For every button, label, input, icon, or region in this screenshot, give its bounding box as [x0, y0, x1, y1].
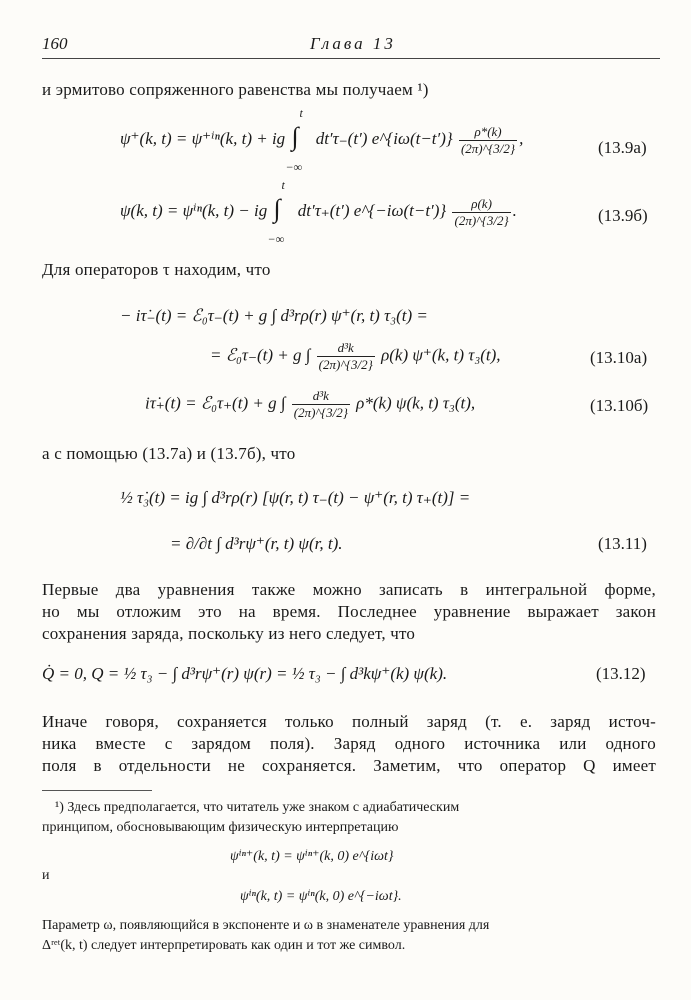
footnote-line-4: Δʳᵉᵗ(k, t) следует интерпретировать как один и тот же символ.	[42, 938, 406, 953]
chapter-title: Глава 13	[310, 34, 396, 53]
footnote-rule	[42, 790, 152, 791]
eq-10b-fraction	[292, 388, 350, 421]
paragraph-2-line-3: сохранения заряда, поскольку из него следует, что	[42, 624, 416, 643]
numerator: ρ*(k)	[459, 124, 517, 141]
equation-13-12: Q̇ = 0, Q = ½ τ₃ − ∫ d³rψ⁺(r) ψ(r) = ½ τ₃ − ∫ d³kψ⁺(k) ψ(k).	[42, 664, 448, 683]
eq-9b-lhs: ψ(k, t) = ψⁱⁿ(k, t) − ig	[120, 200, 268, 220]
page-number: 160	[42, 34, 68, 53]
eq-9a-body: dt′τ₋(t′) e^{iω(t−t′)}	[315, 128, 453, 148]
eq-tag-13-9a: (13.9а)	[598, 138, 647, 157]
denominator: (2π)^{3/2}	[293, 405, 348, 420]
eq-9a-lhs: ψ⁺(k, t) = ψ⁺ⁱⁿ(k, t) + ig	[120, 128, 286, 148]
numerator: d³k	[317, 340, 375, 357]
eq-tag-13-12: (13.12)	[596, 664, 646, 683]
eq-9b-fraction	[452, 196, 510, 229]
eq-9a-fraction	[459, 124, 517, 157]
eq-tag-13-10b: (13.10б)	[590, 396, 649, 415]
footnote-line-3: Параметр ω, появляющийся в экспоненте и ω в знаменателе уравнения для	[42, 918, 490, 933]
intro-line: и эрмитово сопряженного равенства мы получаем ¹)	[42, 80, 429, 99]
integral-sign: t ∫ −∞	[285, 106, 303, 174]
footnote-line-1: ¹) Здесь предполагается, что читатель уже знаком с адиабатическим	[55, 800, 460, 815]
footnote-line-2: принципом, обосновывающим физическую интерпретацию	[42, 820, 399, 835]
paragraph-3-line-3: поля в отдельности не сохраняется. Заметим, что оператор Q имеет	[42, 756, 656, 775]
lower-limit: −∞	[285, 160, 303, 174]
paragraph-2-line-2: но мы отложим это на время. Последнее уравнение выражает закон	[42, 602, 656, 621]
footnote-equation-1: ψⁱⁿ⁺(k, t) = ψⁱⁿ⁺(k, 0) e^{iωt}	[230, 849, 394, 864]
eq-tag-13-10a: (13.10а)	[590, 348, 648, 367]
denominator: (2π)^{3/2}	[460, 140, 516, 156]
eq-tag-13-9b: (13.9б)	[598, 206, 648, 225]
equation-13-9a: ψ⁺(k, t) = ψ⁺ⁱⁿ(k, t) + ig t ∫ −∞ dt′τ₋(t′) e^{iω(t−t′)} $\frac{\rho*(k)}{(2\pi)\^{}\{3/2\}}$ ,	[120, 106, 524, 174]
with-help-line: а с помощью (13.7а) и (13.7б), что	[42, 444, 296, 463]
header-rule	[42, 58, 660, 59]
eq-9b-body: dt′τ₊(t′) e^{−iω(t−t′)}	[297, 200, 447, 220]
eq-10a-pre: = ℰ₀τ₋(t) + g ∫	[210, 345, 311, 365]
numerator: d³k	[292, 388, 350, 405]
equation-13-9b: ψ(k, t) = ψⁱⁿ(k, t) − ig t ∫ −∞ dt′τ₊(t′) e^{−iω(t−t′)} $\frac{\rho(k)}{(2\pi)\^{}\{3/2\}}$ .	[120, 178, 517, 246]
paragraph-3-line-2: ника вместе с зарядом поля). Заряд одного источника или одного	[42, 734, 656, 753]
eq-10b-pre: iτ̇₊(t) = ℰ₀τ₊(t) + g ∫	[145, 393, 286, 413]
equation-13-10a-line2	[210, 340, 501, 373]
equation-13-10b	[145, 388, 475, 421]
integral-sign: t ∫ −∞	[267, 178, 285, 246]
footnote-equation-2: ψⁱⁿ(k, t) = ψⁱⁿ(k, 0) e^{−iωt}.	[240, 889, 402, 904]
equation-13-10a-line1: − iτ̇₋(t) = ℰ₀τ₋(t) + g ∫ d³rρ(r) ψ⁺(r, t) τ₃(t) =	[120, 306, 428, 325]
eq-tag-13-11: (13.11)	[598, 534, 647, 553]
operators-line: Для операторов τ находим, что	[42, 260, 271, 279]
equation-13-11-line2: = ∂/∂t ∫ d³rψ⁺(r, t) ψ(r, t).	[170, 534, 343, 553]
lower-limit: −∞	[267, 232, 285, 246]
upper-limit: t	[281, 178, 285, 192]
denominator: (2π)^{3/2}	[454, 212, 509, 228]
eq-10a-fraction	[317, 340, 375, 373]
eq-10a-post: ρ(k) ψ⁺(k, t) τ₃(t),	[381, 345, 501, 365]
denominator: (2π)^{3/2}	[318, 357, 373, 372]
numerator: ρ(k)	[452, 196, 510, 213]
footnote-and: и	[42, 868, 50, 883]
paragraph-3-line-1: Иначе говоря, сохраняется только полный заряд (т. е. заряд источ-	[42, 712, 656, 731]
paragraph-2-line-1: Первые два уравнения также можно записать в интегральной форме,	[42, 580, 656, 599]
eq-10b-post: ρ*(k) ψ(k, t) τ₃(t),	[356, 393, 476, 413]
equation-13-11-line1: ½ τ̇₃(t) = ig ∫ d³rρ(r) [ψ(r, t) τ₋(t) − ψ⁺(r, t) τ₊(t)] =	[120, 488, 471, 507]
upper-limit: t	[299, 106, 303, 120]
